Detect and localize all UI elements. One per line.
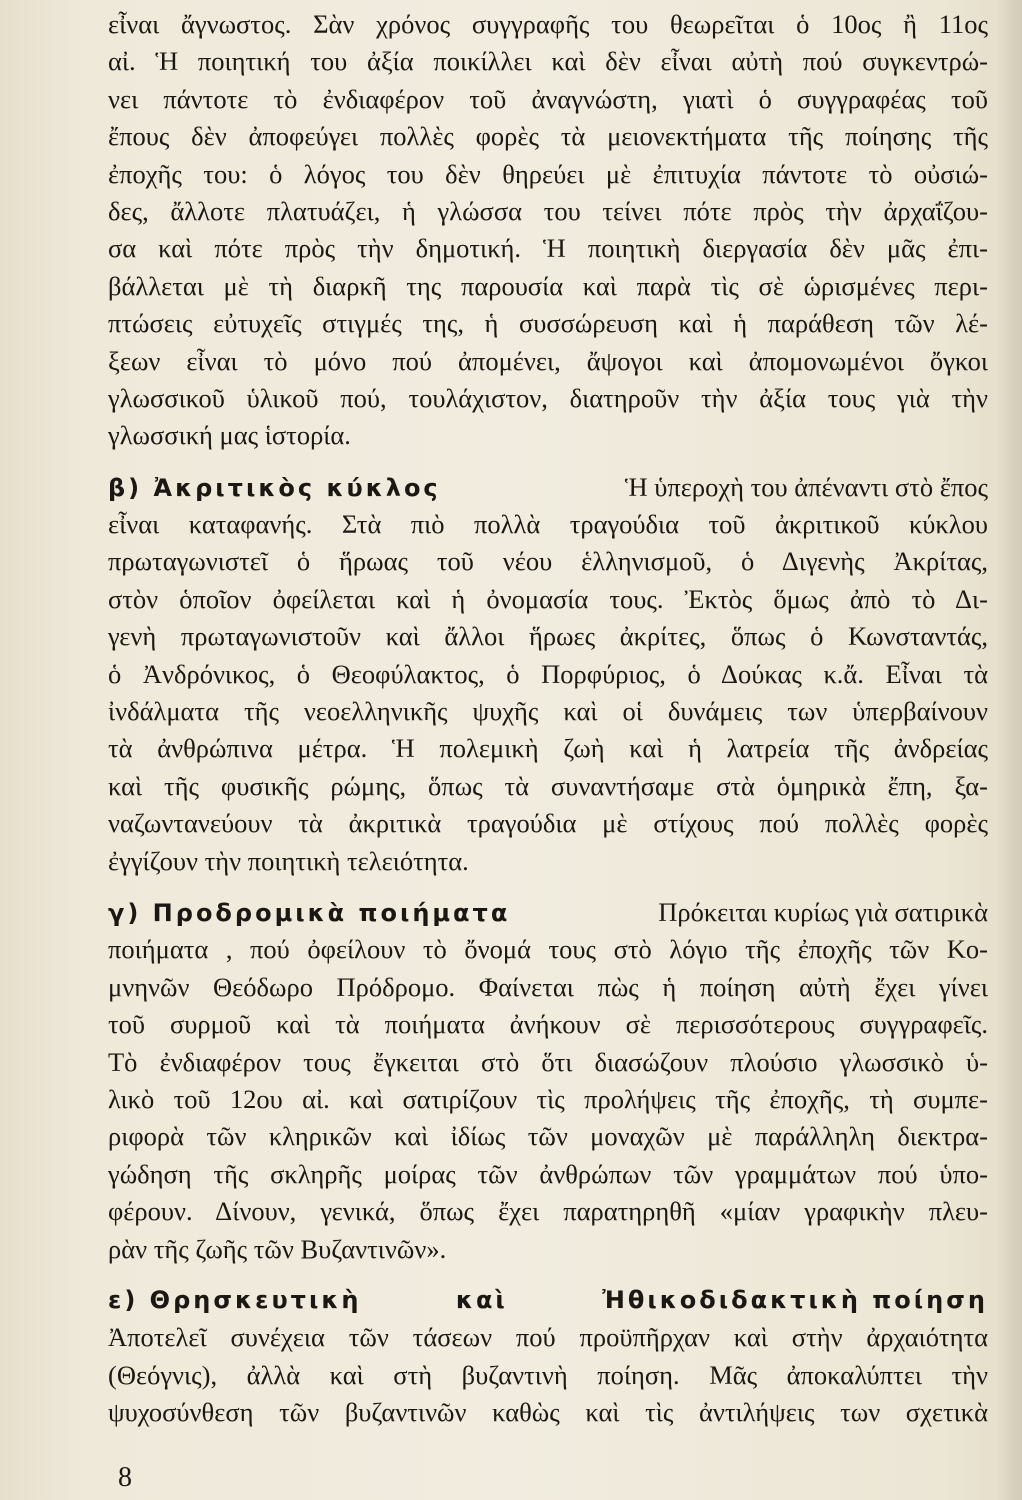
intro-paragraph <box>108 6 988 455</box>
text-line: ψυχοσύνθεση τῶν βυζαντινῶν καθὼς καὶ τὶς ἀντιλήψεις των σχετικὰ <box>108 1397 988 1428</box>
text-line: αἰ. Ἡ ποιητική του ἀξία ποικίλλει καὶ δὲν εἶναι αὐτὴ πού συγκεντρώ- <box>108 46 988 77</box>
text-line: γενὴ πρωταγωνιστοῦν καὶ ἄλλοι ἥρωες ἀκρίτες, ὅπως ὁ Κωνσταντάς, <box>108 621 988 652</box>
section-heading-continuation: Πρόκειται κυρίως γιὰ σατιρικὰ <box>658 896 988 927</box>
text-line: τοῦ συρμοῦ καὶ τὰ ποιήματα ἀνήκουν σὲ περισσότερους συγγραφεῖς. <box>108 1009 988 1040</box>
text-line: σα καὶ πότε πρὸς τὴν δημοτική. Ἡ ποιητικὴ διεργασία δὲν μᾶς ἐπι- <box>108 233 988 264</box>
text-line: ναζωντανεύουν τὰ ἀκριτικὰ τραγούδια μὲ στίχους πού πολλὲς φορὲς <box>108 808 988 839</box>
text-line: ριφορὰ τῶν κληρικῶν καὶ ἰδίως τῶν μοναχῶν μὲ παράλληλη διεκτρα- <box>108 1121 988 1152</box>
page-number: 8 <box>118 1462 132 1493</box>
text-line: εἶναι ἄγνωστος. Σὰν χρόνος συγγραφῆς του θεωρεῖται ὁ 10ος ἢ 11ος <box>108 9 988 39</box>
text-line: ὁ Ἀνδρόνικος, ὁ Θεοφύλακτος, ὁ Πορφύριος, ὁ Δούκας κ.ἄ. Εἶναι τὰ <box>108 658 988 689</box>
text-line: δες, ἄλλοτε πλατυάζει, ἡ γλώσσα του τείνει πότε πρὸς τὴν ἀρχαΐζου- <box>108 195 988 226</box>
text-line: μνηνῶν Θεόδωρο Πρόδρομο. Φαίνεται πὼς ἡ ποίηση αὐτὴ ἔχει γίνει <box>108 971 988 1002</box>
text-line: ξεων εἶναι τὸ μόνο πού ἀπομένει, ἄψογοι καὶ ἀπομονωμένοι ὄγκοι <box>108 345 988 376</box>
text-line: καὶ τῆς φυσικῆς ρώμης, ὅπως τὰ συναντήσαμε στὰ ὁμηρικὰ ἔπη, ξα- <box>108 770 988 801</box>
text-line: ἔπους δὲν ἀποφεύγει πολλὲς φορὲς τὰ μειονεκτήματα τῆς ποίησης τῆς <box>108 121 988 152</box>
page-edge-shadow <box>996 0 1022 1500</box>
text-line: Τὸ ἐνδιαφέρον τους ἔγκειται στὸ ὅτι διασώζουν πλούσιο γλωσσικὸ ὑ- <box>108 1046 988 1077</box>
text-line: εἶναι καταφανής. Στὰ πιὸ πολλὰ τραγούδια τοῦ ἀκριτικοῦ κύκλου <box>108 509 988 540</box>
section-heading-second: Ἠθικοδιδακτικὴ ποίηση <box>602 1285 988 1314</box>
text-line: γλωσσικοῦ ὑλικοῦ πού, τουλάχιστον, διατηροῦν τὴν ἀξία τους γιὰ τὴν <box>108 382 988 413</box>
text-line: Ἀποτελεῖ συνέχεια τῶν τάσεων πού προϋπῆρχαν καὶ στὴν ἀρχαιότητα <box>108 1322 988 1353</box>
text-line: φέρουν. Δίνουν, γενικά, ὅπως ἔχει παρατηρηθῆ «μίαν γραφικὴν πλευ- <box>108 1196 988 1227</box>
section-heading-line <box>108 469 988 506</box>
text-line: ρὰν τῆς ζωῆς τῶν Βυζαντινῶν». <box>108 1233 447 1264</box>
text-line: τὰ ἀνθρώπινα μέτρα. Ἡ πολεμικὴ ζωὴ καὶ ἡ λατρεία τῆς ἀνδρείας <box>108 733 988 764</box>
page-text <box>108 6 988 1431</box>
text-line: γώδηση τῆς σκληρῆς μοίρας τῶν ἀνθρώπων τῶν γραμμάτων πού ὑπο- <box>108 1158 988 1189</box>
section-akritikos <box>108 469 988 880</box>
section-heading: ε) Θρησκευτικὴ <box>108 1285 362 1314</box>
text-line: βάλλεται μὲ τὴ διαρκῆ της παρουσία καὶ παρὰ τὶς σὲ ὡρισμένες περι- <box>108 270 988 301</box>
text-line: ἐποχῆς του: ὁ λόγος του δὲν θηρεύει μὲ ἐπιτυχία πάντοτε τὸ οὐσιώ- <box>108 158 988 189</box>
section-heading-line <box>108 1282 988 1319</box>
text-line: πρωταγωνιστεῖ ὁ ἥρωας τοῦ νέου ἑλληνισμοῦ, ὁ Διγενὴς Ἀκρίτας, <box>108 546 988 577</box>
section-heading-continuation: Ἡ ὑπεροχὴ του ἀπέναντι στὸ ἔπος <box>624 471 988 502</box>
text-line: ἐγγίζουν τὴν ποιητικὴ τελειότητα. <box>108 845 469 876</box>
section-heading-conjunction: καὶ <box>455 1285 508 1314</box>
section-heading: β) Ἀκριτικὸς κύκλος <box>108 473 441 502</box>
text-line: ποιήματα , πού ὀφείλουν τὸ ὄνομά τους στὸ λόγιο τῆς ἐποχῆς τῶν Κο- <box>108 934 988 965</box>
text-line: πτώσεις εὐτυχεῖς στιγμές της, ἡ συσσώρευση καὶ ἡ παράθεση τῶν λέ- <box>108 308 988 339</box>
text-line: στὸν ὁποῖον ὀφείλεται καὶ ἡ ὀνομασία τους. Ἐκτὸς ὅμως ἀπὸ τὸ Δι- <box>108 583 988 614</box>
section-heading-line <box>108 894 988 931</box>
section-prodromika <box>108 894 988 1268</box>
text-line: λικὸ τοῦ 12ου αἰ. καὶ σατιρίζουν τὶς προλήψεις τῆς ἐποχῆς, τὴ συμπε- <box>108 1083 988 1114</box>
text-line: (Θεόγνις), ἀλλὰ καὶ στὴ βυζαντινὴ ποίηση. Μᾶς ἀποκαλύπτει τὴν <box>108 1359 988 1390</box>
section-heading: γ) Προδρομικὰ ποιήματα <box>108 898 511 927</box>
text-line: νει πάντοτε τὸ ἐνδιαφέρον τοῦ ἀναγνώστη, γιατὶ ὁ συγγραφέας τοῦ <box>108 83 988 114</box>
text-line: ἰνδάλματα τῆς νεοελληνικῆς ψυχῆς καὶ οἱ δυνάμεις των ὑπερβαίνουν <box>108 696 988 727</box>
text-line: γλωσσική μας ἱστορία. <box>108 420 351 451</box>
section-thriskeftiki <box>108 1282 988 1432</box>
